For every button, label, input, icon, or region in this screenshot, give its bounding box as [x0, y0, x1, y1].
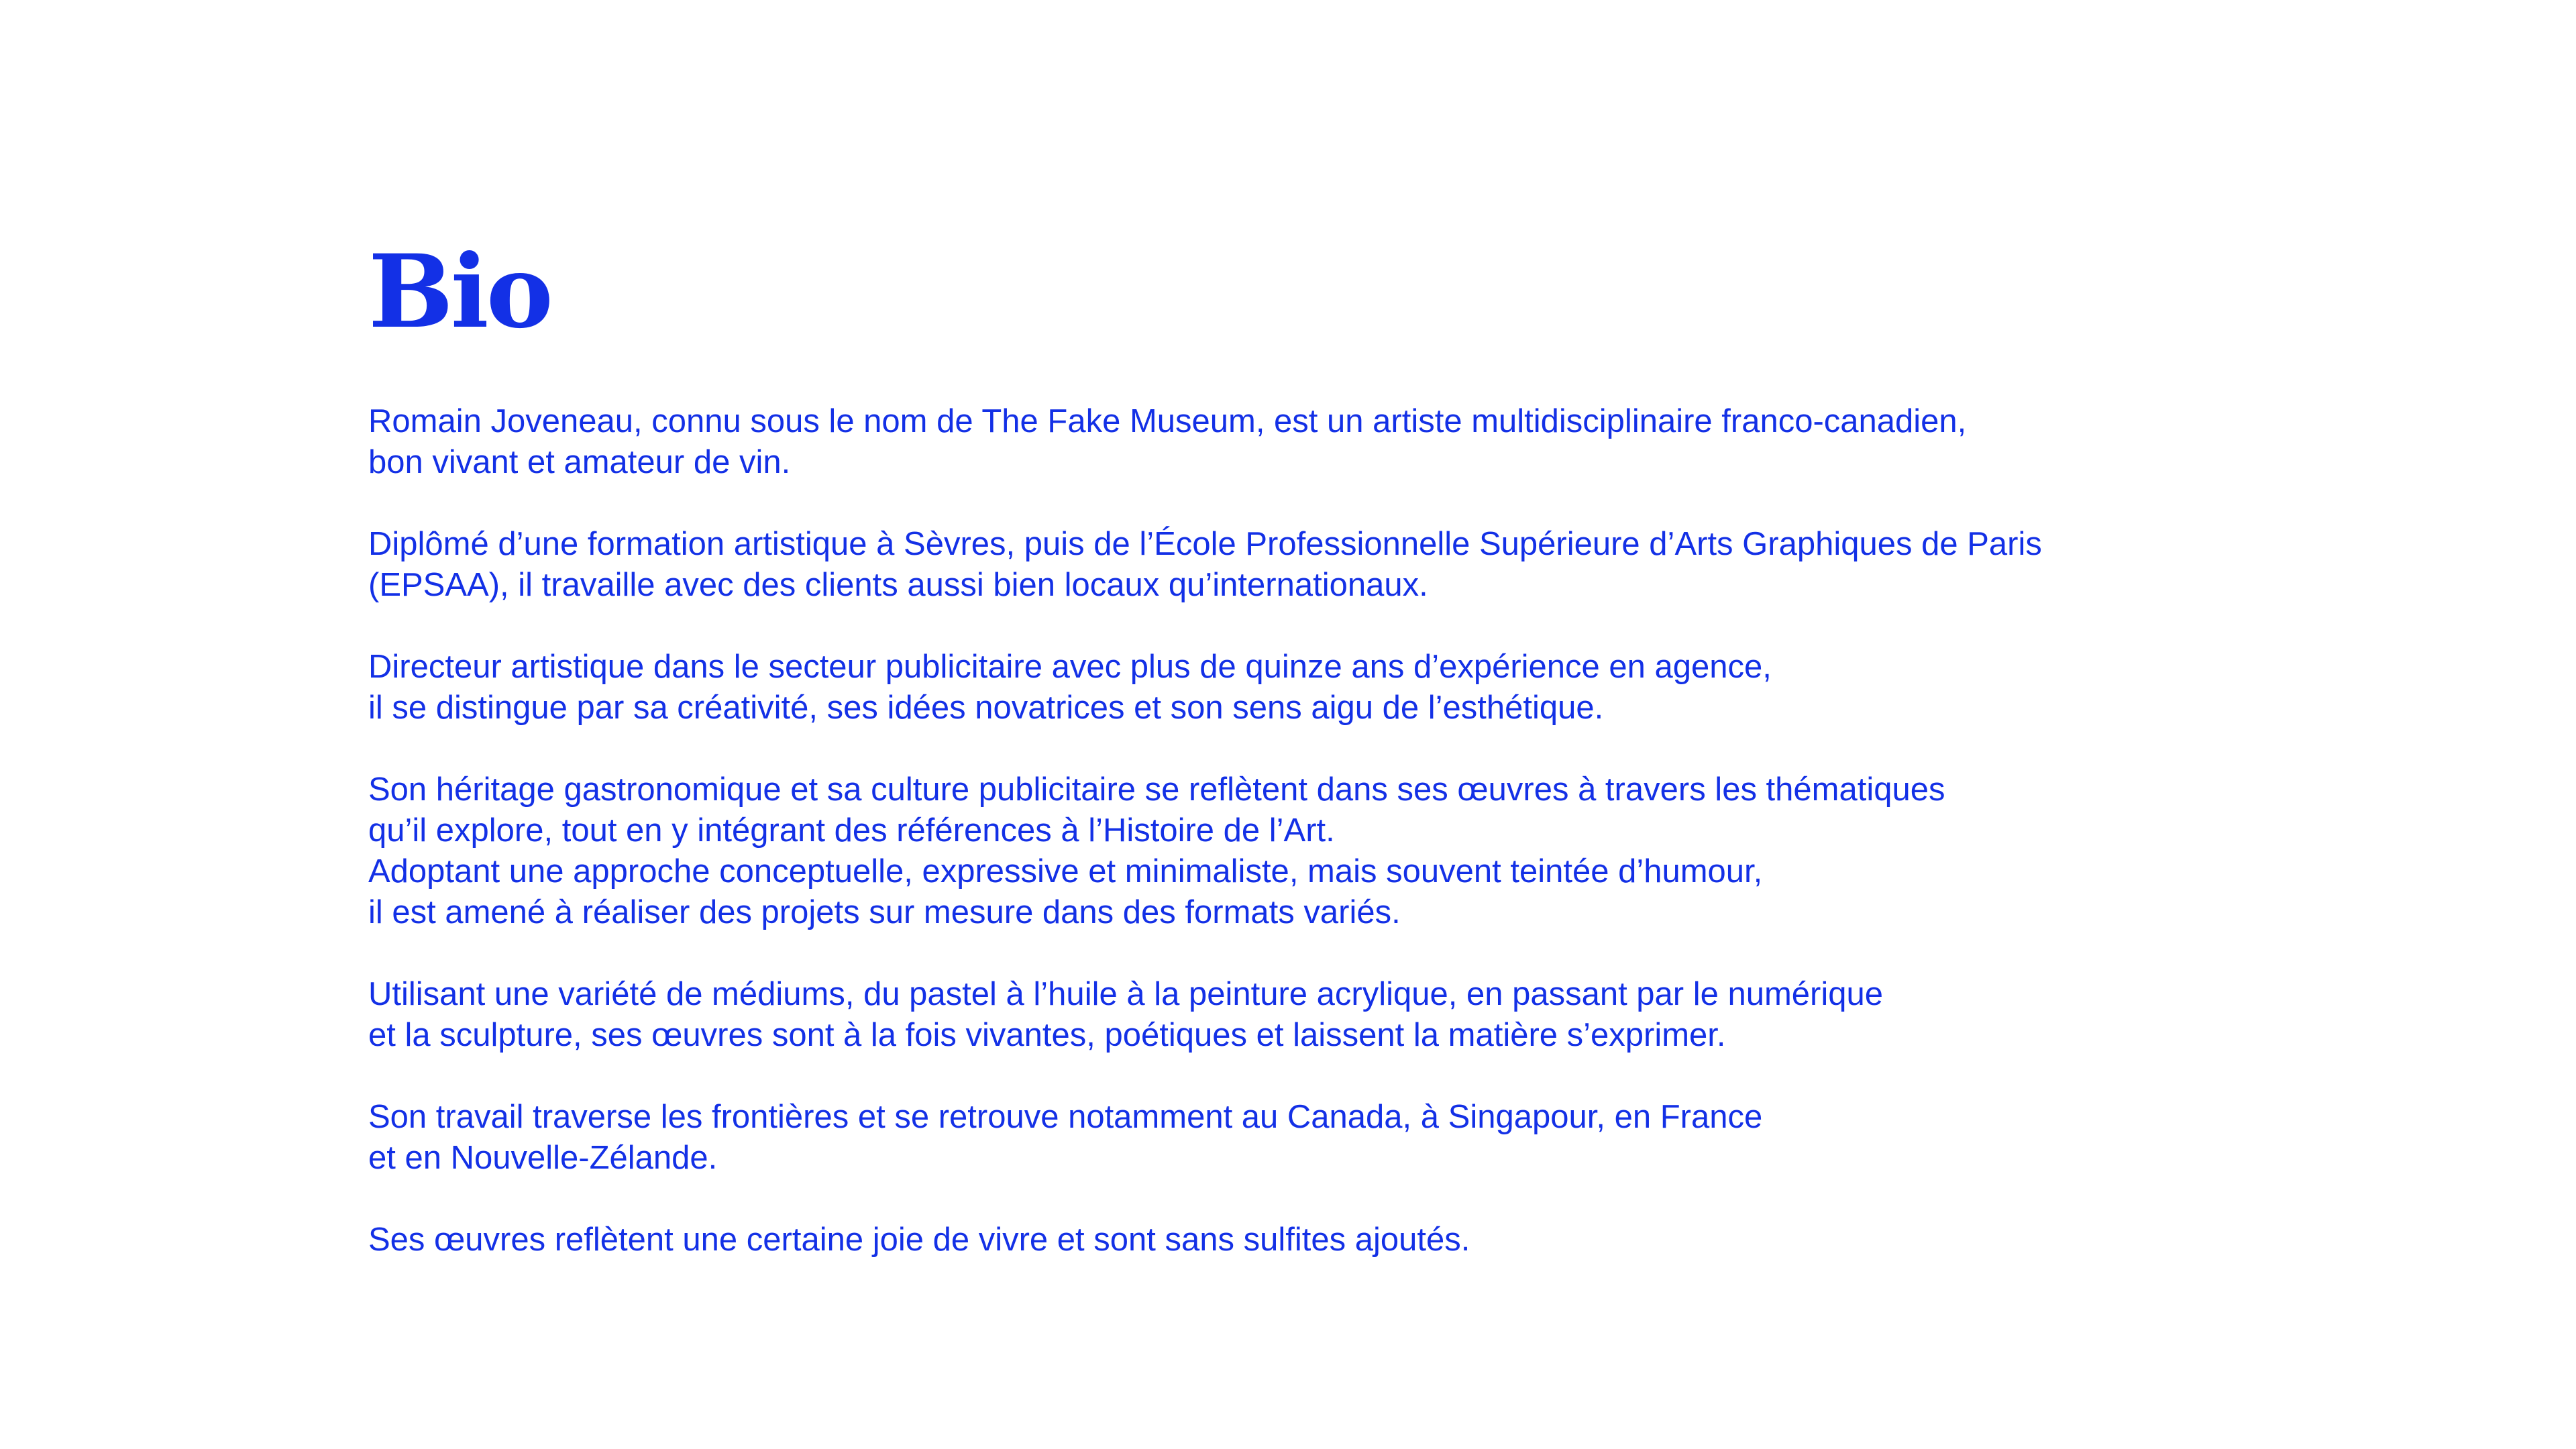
text-line: bon vivant et amateur de vin. [368, 444, 791, 480]
bio-section [368, 233, 2381, 1301]
bio-paragraph-1 [368, 401, 2381, 483]
text-line: qu’il explore, tout en y intégrant des références à l’Histoire de l’Art. [368, 812, 1335, 849]
bio-paragraph-3 [368, 647, 2381, 729]
text-line: (EPSAA), il travaille avec des clients aussi bien locaux qu’internationaux. [368, 567, 1428, 603]
bio-paragraph-6 [368, 1097, 2381, 1179]
text-line: Directeur artistique dans le secteur publicitaire avec plus de quinze ans d’expérience en agence, [368, 649, 1772, 685]
text-line: et en Nouvelle-Zélande. [368, 1140, 718, 1176]
text-line: Diplômé d’une formation artistique à Sèvres, puis de l’École Professionnelle Supérieure d’Arts Graphiques de Paris [368, 526, 2042, 562]
bio-paragraph-5 [368, 974, 2381, 1056]
text-line: Son héritage gastronomique et sa culture publicitaire se reflètent dans ses œuvres à travers les thématiques [368, 771, 1945, 808]
bio-body [368, 401, 2381, 1260]
page-title: Bio [368, 233, 551, 351]
text-line: Utilisant une variété de médiums, du pastel à l’huile à la peinture acrylique, en passant par le numérique [368, 976, 1884, 1012]
text-line: il est amené à réaliser des projets sur mesure dans des formats variés. [368, 894, 1401, 930]
text-line: et la sculpture, ses œuvres sont à la fois vivantes, poétiques et laissent la matière s’exprimer. [368, 1017, 1726, 1053]
bio-paragraph-4 [368, 769, 2381, 933]
bio-paragraph-7 [368, 1220, 2381, 1260]
text-line: Ses œuvres reflètent une certaine joie de vivre et sont sans sulfites ajoutés. [368, 1222, 1470, 1258]
text-line: Romain Joveneau, connu sous le nom de The Fake Museum, est un artiste multidisciplinaire franco-canadien, [368, 403, 1967, 439]
text-line: il se distingue par sa créativité, ses idées novatrices et son sens aigu de l’esthétique. [368, 690, 1604, 726]
text-line: Son travail traverse les frontières et se retrouve notamment au Canada, à Singapour, en France [368, 1099, 1763, 1135]
bio-paragraph-2 [368, 524, 2381, 606]
text-line: Adoptant une approche conceptuelle, expressive et minimaliste, mais souvent teintée d’humour, [368, 853, 1763, 890]
